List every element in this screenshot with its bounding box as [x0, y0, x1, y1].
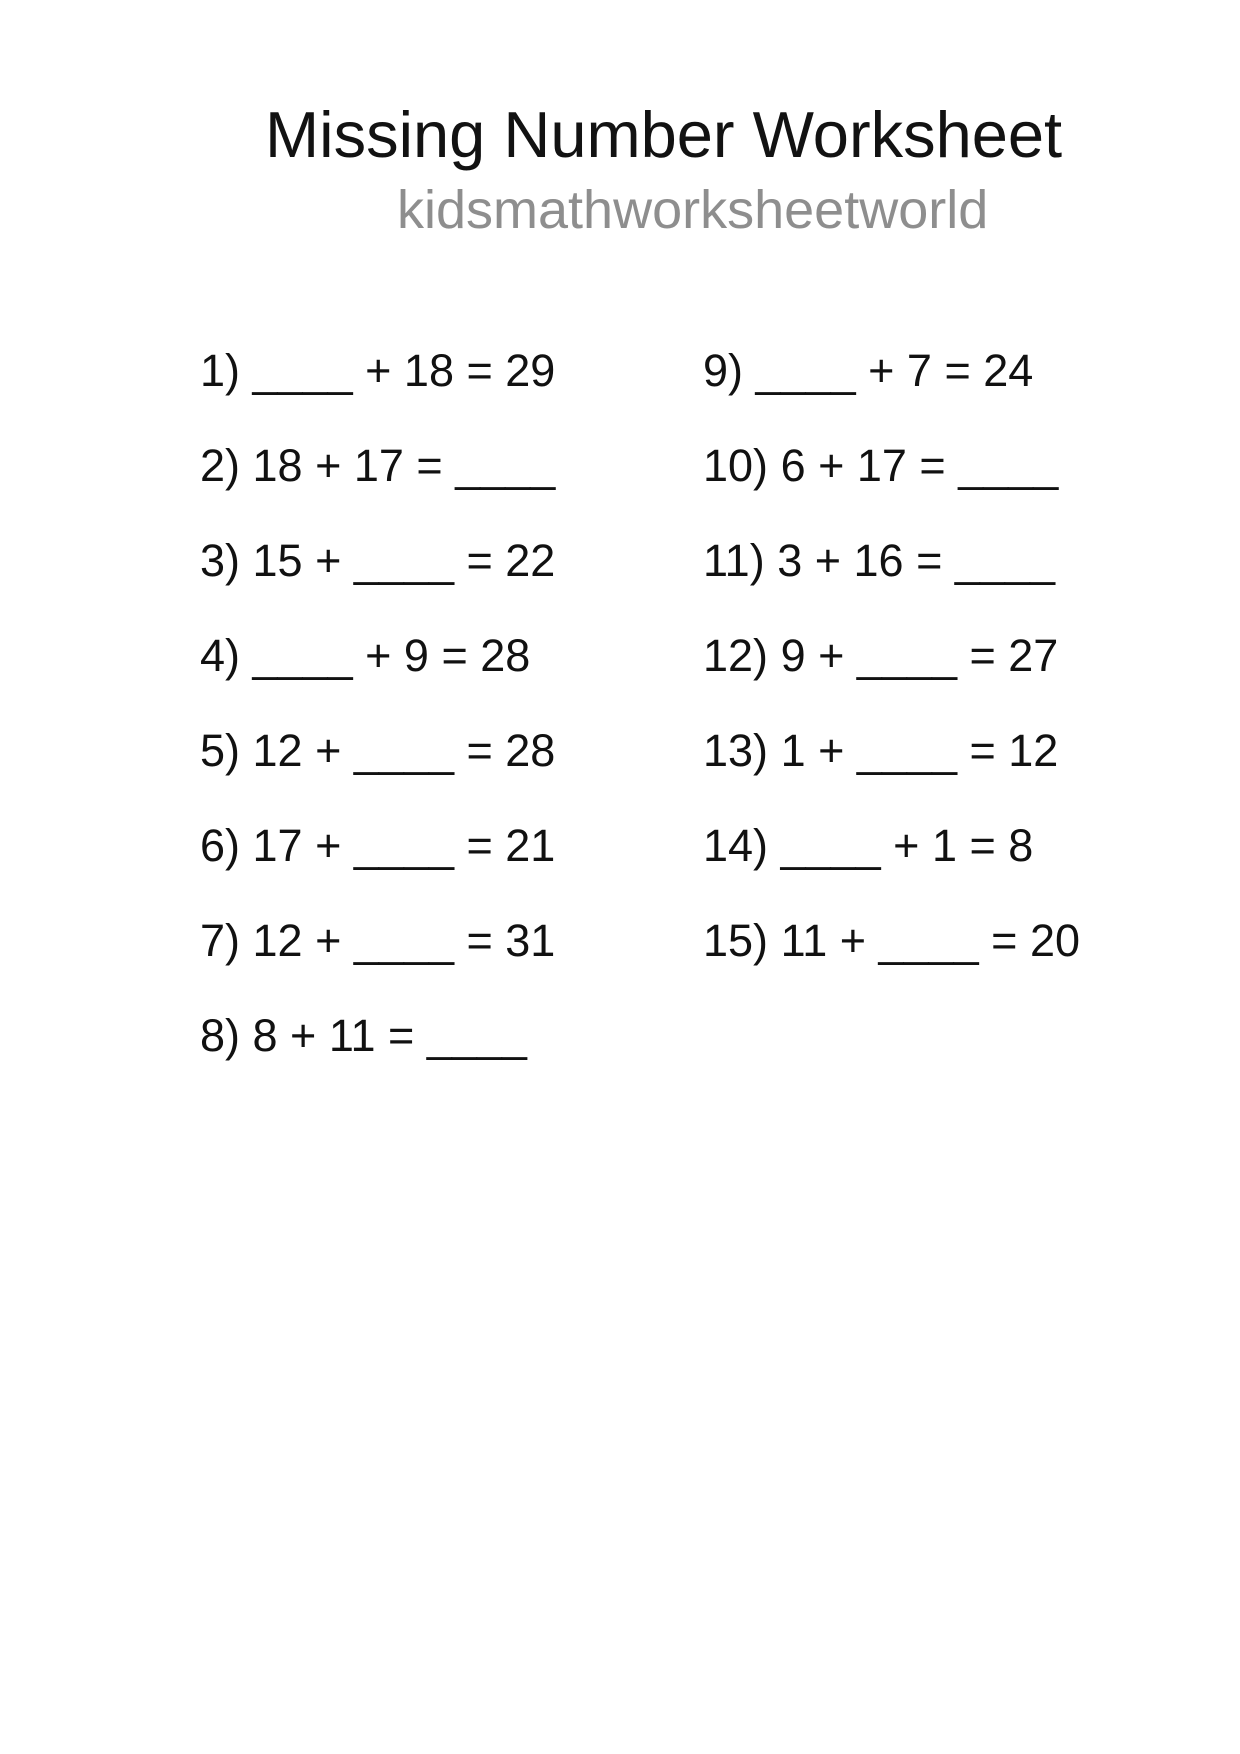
problem-equation: 3 + 16 = ____: [777, 535, 1055, 586]
page-title: Missing Number Worksheet: [265, 98, 1063, 171]
problem-equation: 18 + 17 = ____: [252, 440, 556, 491]
problem-number: 1): [200, 345, 241, 396]
problem-row-15: [703, 915, 1081, 966]
problem-number: 4): [200, 630, 241, 681]
problem-equation: 12 + ____ = 31: [252, 915, 556, 966]
problem-number: 13): [703, 725, 769, 776]
problem-number: 10): [703, 440, 769, 491]
problem-number: 9): [703, 345, 744, 396]
problem-number: 6): [200, 820, 241, 871]
problem-equation: ____ + 7 = 24: [755, 345, 1034, 396]
problem-row-1: [200, 345, 556, 396]
problem-row-11: [703, 535, 1055, 586]
problem-equation: 15 + ____ = 22: [252, 535, 556, 586]
page-subtitle: kidsmathworksheetworld: [397, 180, 989, 240]
problem-row-4: [200, 630, 531, 681]
problem-row-3: [200, 535, 556, 586]
problem-row-2: [200, 440, 556, 491]
problem-row-5: [200, 725, 556, 776]
problem-number: 12): [703, 630, 769, 681]
problem-row-12: [703, 630, 1059, 681]
problem-equation: 6 + 17 = ____: [780, 440, 1059, 491]
problem-row-8: [200, 1010, 527, 1061]
problem-row-13: [703, 725, 1059, 776]
problem-equation: ____ + 18 = 29: [252, 345, 556, 396]
problem-row-10: [703, 440, 1059, 491]
problem-number: 11): [703, 535, 765, 586]
problem-equation: 17 + ____ = 21: [252, 820, 556, 871]
problem-equation: 11 + ____ = 20: [780, 915, 1081, 966]
problem-equation: ____ + 1 = 8: [780, 820, 1034, 871]
problem-equation: 8 + 11 = ____: [252, 1010, 527, 1061]
problem-number: 8): [200, 1010, 241, 1061]
problem-row-9: [703, 345, 1034, 396]
problem-number: 3): [200, 535, 241, 586]
problem-row-14: [703, 820, 1034, 871]
problem-row-6: [200, 820, 556, 871]
problem-equation: ____ + 9 = 28: [252, 630, 531, 681]
problem-equation: 9 + ____ = 27: [780, 630, 1059, 681]
problem-equation: 12 + ____ = 28: [252, 725, 556, 776]
problem-number: 15): [703, 915, 769, 966]
problem-number: 2): [200, 440, 241, 491]
problem-equation: 1 + ____ = 12: [780, 725, 1059, 776]
problem-number: 14): [703, 820, 769, 871]
problem-row-7: [200, 915, 556, 966]
problem-number: 7): [200, 915, 241, 966]
problem-number: 5): [200, 725, 241, 776]
